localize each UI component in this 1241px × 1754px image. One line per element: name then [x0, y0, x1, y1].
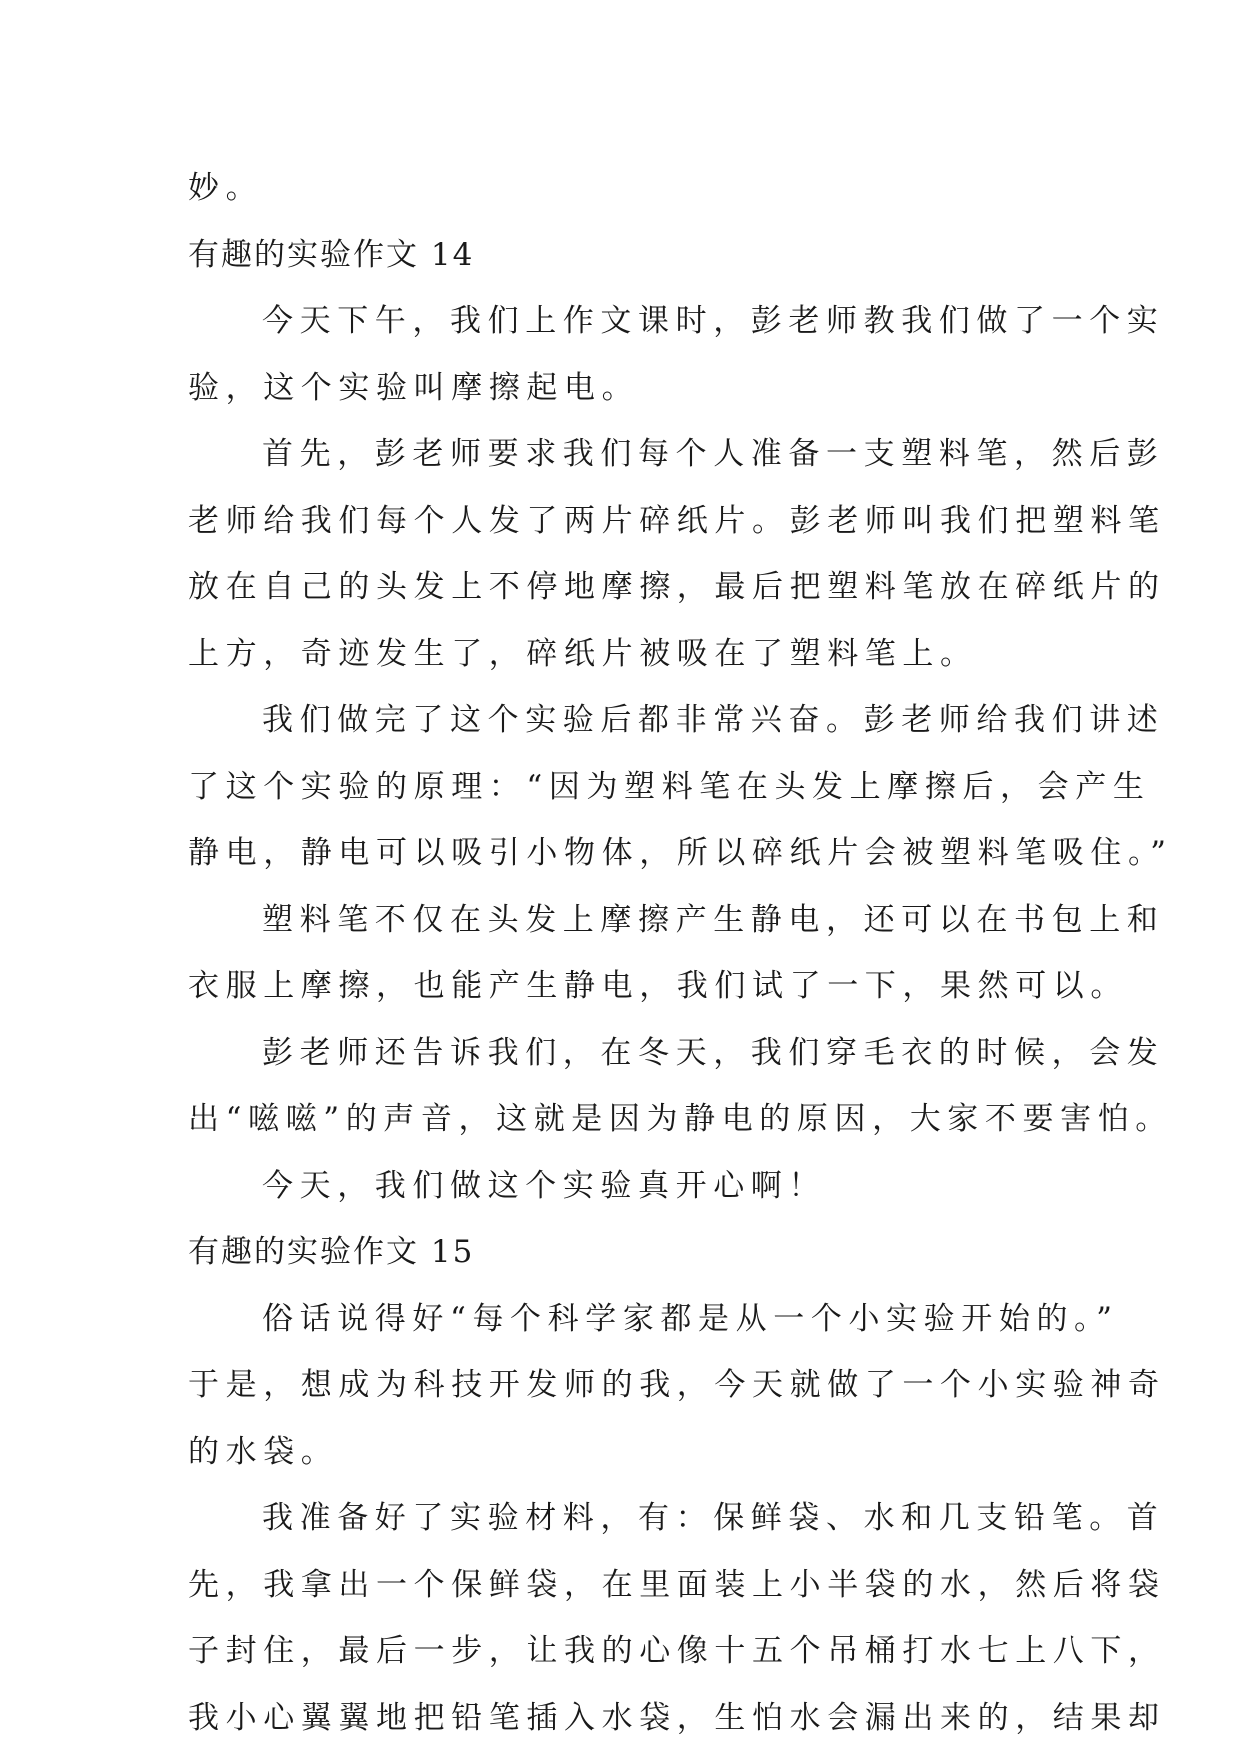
- document-body: [188, 155, 1173, 1751]
- text-line: 我小心翼翼地把铅笔插入水袋，生怕水会漏出来的，结果却: [188, 1699, 1166, 1736]
- text-line: 衣服上摩擦，也能产生静电，我们试了一下，果然可以。: [188, 968, 1128, 1004]
- text-line: 的水袋。: [188, 1433, 339, 1470]
- text-line: 验，这个实验叫摩擦起电。: [188, 369, 640, 406]
- paragraph-line: 今天下午，我们上作文课时，彭老师教我们做了一个实: [262, 303, 1165, 339]
- text-line: 妙。: [188, 170, 264, 206]
- paragraph-line: 俗话说得好“每个科学家都是从一个小实验开始的。”: [262, 1300, 1119, 1337]
- text-line: 静电，静电可以吸引小物体，所以碎纸片会被塑料笔吸住。”: [188, 835, 1173, 871]
- paragraph-line: 我准备好了实验材料，有：保鲜袋、水和几支铅笔。首: [262, 1500, 1165, 1536]
- text-line: 了这个实验的原理：“因为塑料笔在头发上摩擦后，会产生: [188, 768, 1151, 805]
- section-heading: 有趣的实验作文 14: [188, 236, 475, 273]
- text-line: 老师给我们每个人发了两片碎纸片。彭老师叫我们把塑料笔: [188, 502, 1166, 539]
- section-heading: 有趣的实验作文 15: [188, 1234, 475, 1270]
- text-line: 放在自己的头发上不停地摩擦，最后把塑料笔放在碎纸片的: [188, 569, 1166, 605]
- text-line: 上方，奇迹发生了，碎纸片被吸在了塑料笔上。: [188, 635, 978, 672]
- paragraph-line: 首先，彭老师要求我们每个人准备一支塑料笔，然后彭: [262, 436, 1165, 472]
- text-line: 先，我拿出一个保鲜袋，在里面装上小半袋的水，然后将袋: [188, 1566, 1166, 1603]
- text-line: 于是，想成为科技开发师的我，今天就做了一个小实验神奇: [188, 1367, 1166, 1403]
- text-line: 出“嗞嗞”的声音，这就是因为静电的原因，大家不要害怕。: [188, 1101, 1173, 1137]
- text-line: 子封住，最后一步，让我的心像十五个吊桶打水七上八下，: [188, 1633, 1166, 1669]
- paragraph-line: 塑料笔不仅在头发上摩擦产生静电，还可以在书包上和: [262, 901, 1165, 938]
- paragraph-line: 彭老师还告诉我们，在冬天，我们穿毛衣的时候，会发: [262, 1034, 1165, 1071]
- paragraph-line: 我们做完了这个实验后都非常兴奋。彭老师给我们讲述: [262, 702, 1165, 738]
- paragraph-line: 今天，我们做这个实验真开心啊！: [262, 1167, 826, 1204]
